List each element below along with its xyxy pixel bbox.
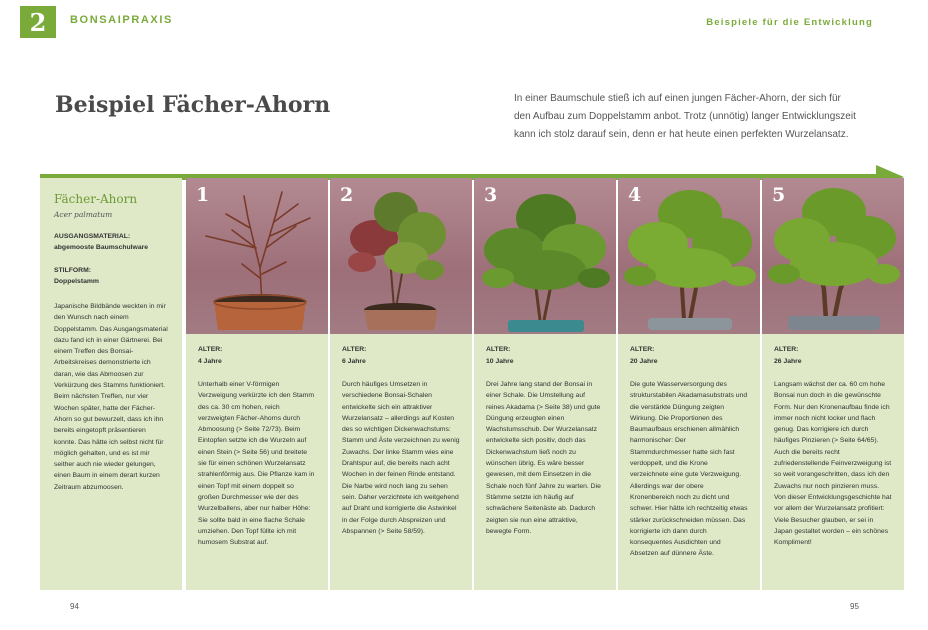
intro-text: In einer Baumschule stieß ich auf einen jungen Fächer-Ahorn, der sich für den Aufbau zum Doppelstamm anbot. Trotz (unnötig) langer Entwicklungszeit kann ich stolz darauf sein, denn er hat heute einen perfekten Wurzelansatz.	[514, 93, 856, 140]
step-text: Langsam wächst der ca. 60 cm hohe Bonsai nun doch in die gewünschte Form. Nur den Kronenaufbau finde ich immer noch nicht locker und flach genug. Das korrigiere ich durch häufiges Pinzieren (> Seite 64/65). Auch die bereits recht zufriedenstellende Feinverzweigung ist so weit vorangeschritten, dass ich den Zuwachs nur noch pinzieren muss. Von dieser Entwicklungsgeschichte hat vor allem der Wurzelansatz profitiert: Viele Besucher glauben, er sei in Japan gestaltet worden – ein schönes Kompliment!	[774, 381, 892, 547]
step-text: Die gute Wasserversorgung des strukturstabilen Akadamasubstrats und die verstärkte Düngung zeigten Wirkung. Die Proportionen des Baumaufbaus erschienen allmählich harmonischer: Der Stammdurchmesser hatte sich fast verdoppelt, und die Krone verzeichnete eine gute Verzweigung. Allerdings war der obere Kronenbereich noch zu dicht und schwer. Hier hätte ich rechtzeitig etwas stärker zurückschneiden müssen. Das korrigierte ich dann durch konsequentes Ausdichten und Absetzen auf dünnere Äste.	[630, 381, 748, 558]
bonsai-photo	[762, 178, 904, 334]
species-name: Fächer-Ahorn	[54, 192, 138, 206]
age-label: ALTER:	[198, 346, 223, 353]
age-value: 10 Jahre	[486, 358, 514, 365]
material-label: AUSGANGSMATERIAL:	[54, 233, 131, 240]
material-value: abgemooste Baumschulware	[54, 244, 149, 251]
page-number-left: 94	[70, 602, 79, 611]
age-value: 26 Jahre	[774, 358, 802, 365]
step-column	[474, 178, 616, 590]
bonsai-photo	[618, 178, 760, 334]
bonsai-photo	[186, 178, 328, 334]
age-value: 4 Jahre	[198, 358, 222, 365]
step-column	[330, 178, 472, 590]
chapter-number: 2	[29, 7, 47, 37]
step-number: 4	[628, 184, 642, 206]
chapter-badge	[20, 6, 56, 38]
bonsai-photo	[474, 178, 616, 334]
step-text: Drei Jahre lang stand der Bonsai in einer Schale. Die Umstellung auf reines Akadama (> Seite 38) und gute Düngung erzeugten einen Wachstumsschub. Der Wurzelansatz entwickelte sich positiv, doch das Dickenwachstum ließ noch zu wünschen übrig. Es wäre besser gewesen, mit dem Einsetzen in die Schale noch fünf Jahre zu warten. Die Stämme setzte ich häufig auf schwächere Seitenäste ab. Dadurch zeigten sie nun eine attraktive, bewegte Form.	[486, 381, 601, 535]
step-text: Unterhalb einer V-förmigen Verzweigung verkürzte ich den Stamm des ca. 30 cm hohen, reich verzweigten Fächer-Ahorns durch Abmoosung (> Seite 72/73). Beim Eintopfen setzte ich die Wurzeln auf einen Stein (> Seite 56) und breitete sie für einen schönen Wurzelansatz strahlenförmig aus. Die Pflanze kam in einen Topf mit einem doppelt so großen Durchmesser wie der des Wurzelballens, aber nur halber Höhe: Sie sollte bald in eine flache Schale umziehen. Den Topf füllte ich mit humosem Substrat auf.	[198, 381, 315, 547]
bonsai-photo	[330, 178, 472, 334]
age-label: ALTER:	[774, 346, 799, 353]
step-number: 3	[484, 184, 498, 206]
step-column	[186, 178, 328, 590]
age-label: ALTER:	[630, 346, 655, 353]
page-number-right: 95	[850, 602, 859, 611]
age-label: ALTER:	[342, 346, 367, 353]
step-text: Durch häufiges Umsetzen in verschiedene Bonsai-Schalen entwickelte sich ein attraktiver Wurzelansatz – allerdings auf Kosten des so wichtigen Dickenwachstums: Stamm und Äste verzeichnen zu wenig Zuwachs. Der linke Stamm wies eine Drahtspur auf, die bereits nach acht Wochen in der feinen Rinde entstand. Die Narbe wird noch lang zu sehen sein. Daher verzichtete ich weitgehend auf Draht und korrigierte die Astwinkel in der Folge durch Abspreizen und Abspannen (> Seite 58/59).	[342, 381, 460, 535]
sidebar-text: Japanische Bildbände weckten in mir den Wunsch nach einem Doppelstamm. Das Ausgangsmaterial dazu fand ich in einer Gärtnerei. Bei einem Treffen des Bonsai-Arbeitskreises demonstrierte ich daran, wie das Abmoosen zur Verkürzung des Stamms funktioniert. Beim nächsten Treffen, nur vier Wochen später, hatte der Fächer-Ahorn so gut bewurzelt, dass ich ihn bereits eingetopft präsentieren konnte. Das hätte ich selbst nicht für möglich gehalten, und es ist mir seither auch nie wieder gelungen, einen Baum in einem derart kurzen Zeitraum abzumoosen.	[54, 303, 168, 491]
step-number: 2	[340, 184, 354, 206]
latin-name: Acer palmatum	[54, 210, 113, 219]
info-sidebar	[40, 178, 182, 590]
step-column	[762, 178, 904, 590]
style-value: Doppelstamm	[54, 278, 99, 285]
style-label: STILFORM:	[54, 267, 91, 274]
chapter-title: BONSAIPRAXIS	[70, 14, 173, 26]
age-label: ALTER:	[486, 346, 511, 353]
age-value: 6 Jahre	[342, 358, 366, 365]
section-title: Beispiele für die Entwicklung	[706, 17, 873, 28]
age-value: 20 Jahre	[630, 358, 658, 365]
step-number: 5	[772, 184, 786, 206]
page-title: Beispiel Fächer-Ahorn	[55, 92, 331, 118]
step-number: 1	[196, 184, 210, 206]
step-column	[618, 178, 760, 590]
